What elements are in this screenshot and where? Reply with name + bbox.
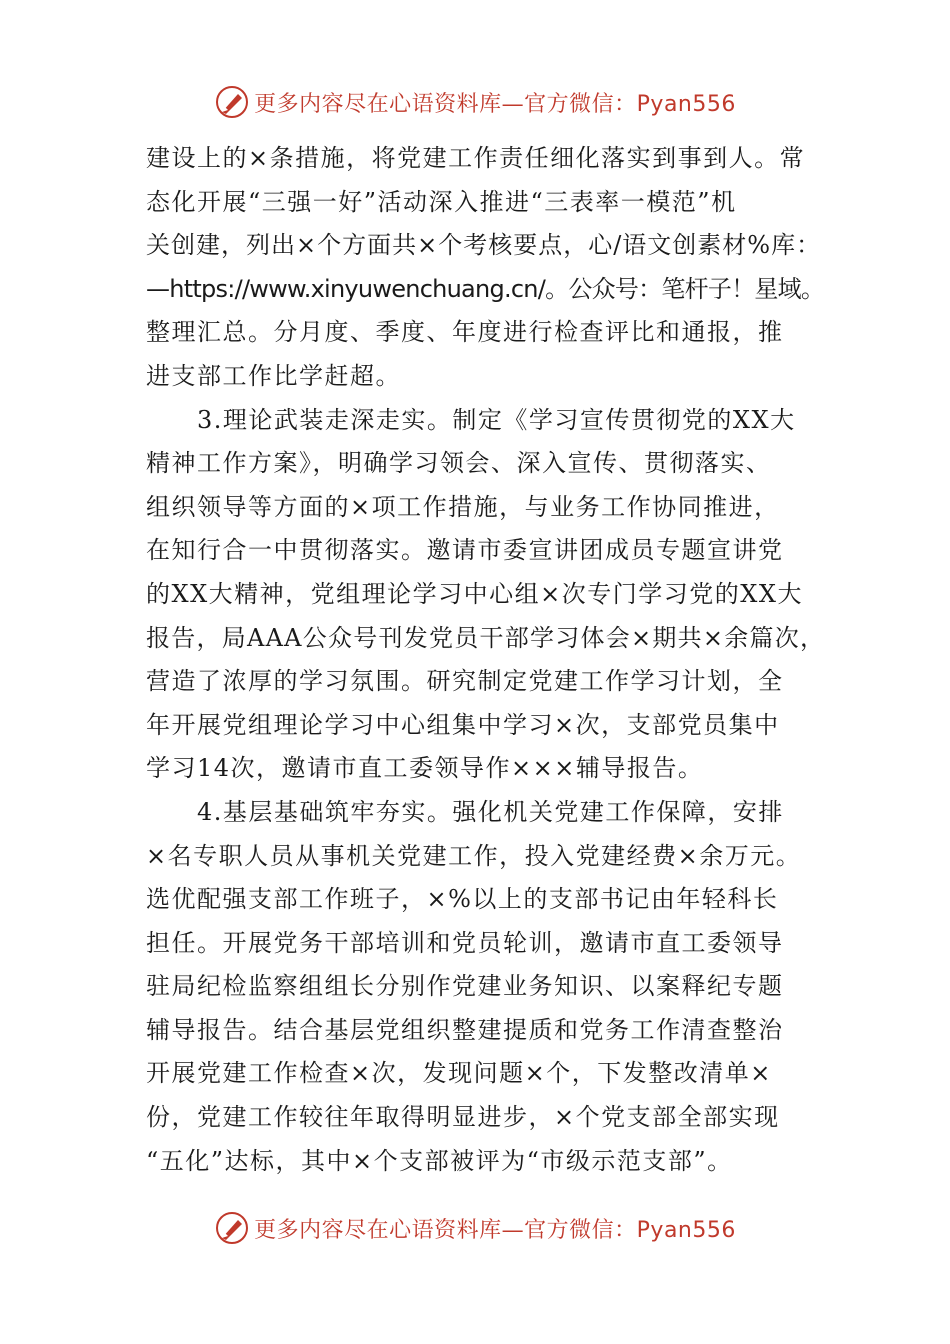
- text-line: 组织领导等方面的×项工作措施，与业务工作协同推进，: [146, 492, 780, 521]
- text-line: 辅导报告。结合基层党组织整建提质和党务工作清查整治: [146, 1015, 784, 1044]
- pen-logo-icon: [214, 84, 250, 120]
- watermark-banner-top: [0, 82, 950, 122]
- text-line: 关创建，列出×个方面共×个考核要点，心/语文创素材%库：: [146, 231, 822, 260]
- watermark-text: 更多内容尽在心语资料库—官方微信：Pyan556: [254, 1217, 736, 1243]
- watermark-text: 更多内容尽在心语资料库—官方微信：Pyan556: [254, 91, 736, 117]
- text-line: 整理汇总。分月度、季度、年度进行检查评比和通报，推: [146, 318, 784, 347]
- pen-logo-icon: [214, 1210, 250, 1246]
- text-line: 学习14次，邀请市直工委领导作×××辅导报告。: [146, 754, 704, 783]
- text-line: 的XX大精神，党组理论学习中心组×次专门学习党的XX大: [146, 579, 803, 608]
- watermark-banner-bottom: [0, 1208, 950, 1248]
- text-line: 营造了浓厚的学习氛围。研究制定党建工作学习计划，全: [146, 667, 784, 696]
- text-line: 选优配强支部工作班子，×%以上的支部书记由年轻科长: [146, 885, 779, 914]
- text-line: ×名专职人员从事机关党建工作，投入党建经费×余万元。: [146, 841, 802, 870]
- text-line: 份，党建工作较往年取得明显进步，×个党支部全部实现: [146, 1103, 780, 1132]
- document-body: [146, 137, 826, 1183]
- section-3-heading-line: 3.理论武装走深走实。制定《学习宣传贯彻党的XX大: [146, 405, 796, 434]
- text-line: 进支部工作比学赶超。: [146, 361, 401, 390]
- text-line: 精神工作方案》，明确学习领会、深入宣传、贯彻落实、: [146, 449, 772, 478]
- text-line: 驻局纪检监察组组长分别作党建业务知识、以案释纪专题: [146, 972, 784, 1001]
- text-line: “五化”达标，其中×个支部被评为“市级示范支部”。: [146, 1146, 733, 1175]
- text-line: —https://www.xinyuwenchuang.cn/。公众号：笔杆子！星域。: [146, 274, 825, 303]
- text-line: 态化开展“三强一好”活动深入推进“三表率一模范”机: [146, 187, 737, 216]
- text-line: 报告，局AAA公众号刊发党员干部学习体会×期共×余篇次，: [146, 623, 826, 652]
- text-line: 建设上的×条措施，将党建工作责任细化落实到事到人。常: [146, 144, 806, 172]
- text-line: 年开展党组理论学习中心组集中学习×次，支部党员集中: [146, 710, 780, 739]
- text-line: 担任。开展党务干部培训和党员轮训，邀请市直工委领导: [146, 928, 784, 957]
- text-line: 开展党建工作检查×次，发现问题×个，下发整改清单×: [146, 1059, 772, 1088]
- section-4-heading-line: 4.基层基础筑牢夯实。强化机关党建工作保障，安排: [146, 797, 784, 826]
- text-line: 在知行合一中贯彻落实。邀请市委宣讲团成员专题宣讲党: [146, 536, 784, 565]
